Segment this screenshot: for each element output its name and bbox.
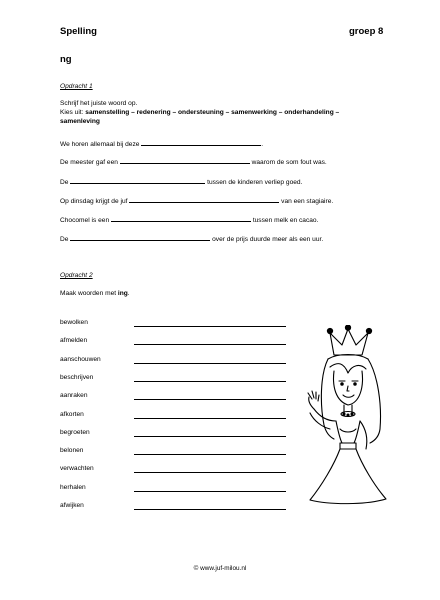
answer-blank[interactable] <box>129 196 279 203</box>
word-item: beschrijven <box>60 373 94 381</box>
exercise-2-title: Opdracht 2 <box>60 272 93 279</box>
sentence-6 <box>60 234 323 243</box>
sentence-text: over de prijs duurde meer als een uur. <box>212 236 324 243</box>
sentence-text: De meester gaf een <box>60 159 118 166</box>
word-choices-line-2: samenleving <box>60 118 100 125</box>
answer-line[interactable] <box>134 344 286 345</box>
word-item: begroeten <box>60 428 90 436</box>
answer-line[interactable] <box>134 491 286 492</box>
word-item: herhalen <box>60 483 86 491</box>
word-choices-line-1 <box>60 109 339 117</box>
answer-line[interactable] <box>134 472 286 473</box>
word-item: aanschouwen <box>60 355 101 363</box>
topic-label: ng <box>60 54 72 65</box>
choice-words: samenstelling – redenering – ondersteuning – samenwerking – onderhandeling – <box>85 109 340 116</box>
sentence-text: van een stagiaire. <box>281 198 334 205</box>
sentence-text: waarom de som fout was. <box>251 159 327 166</box>
word-item: afwijken <box>60 502 84 509</box>
word-item: bewolken <box>60 319 88 326</box>
choose-prefix: Kies uit: <box>60 109 86 116</box>
sentence-text: Chocomel is een <box>60 217 110 224</box>
sentence-text: De <box>60 179 69 186</box>
copyright-footer: © www.juf-milou.nl <box>193 565 247 572</box>
instruction-text: Maak woorden met <box>60 290 118 297</box>
exercise-2-instruction <box>60 290 130 298</box>
word-item: afmelden <box>60 337 88 345</box>
sentence-1 <box>60 139 263 148</box>
instruction-text: . <box>127 290 130 297</box>
answer-line[interactable] <box>134 381 286 382</box>
subject-title: Spelling <box>60 26 97 37</box>
answer-blank[interactable] <box>111 215 251 222</box>
sentence-5 <box>60 215 318 224</box>
sentence-text: Op dinsdag krijgt de juf <box>60 198 128 205</box>
sentence-text: tussen melk en cacao. <box>252 217 319 224</box>
answer-blank[interactable] <box>70 177 205 184</box>
exercise-1-instruction: Schrijf het juiste woord op. <box>60 100 138 107</box>
sentence-2 <box>60 157 327 166</box>
answer-blank[interactable] <box>141 139 264 148</box>
answer-blank[interactable] <box>70 234 210 241</box>
word-item: afkorten <box>60 410 84 418</box>
instruction-bold: ing <box>117 290 128 297</box>
word-item: verwachten <box>60 465 94 473</box>
answer-line[interactable] <box>134 454 286 455</box>
answer-line[interactable] <box>134 509 286 510</box>
exercise-1-title: Opdracht 1 <box>60 83 93 90</box>
sentence-text: We horen allemaal bij deze <box>60 141 140 148</box>
princess-drawing-icon <box>290 325 430 525</box>
grade-label: groep 8 <box>349 26 384 37</box>
answer-line[interactable] <box>134 418 286 419</box>
sentence-text: De <box>60 236 69 243</box>
answer-blank[interactable] <box>120 157 250 164</box>
answer-line[interactable] <box>134 326 286 327</box>
sentence-4 <box>60 196 333 205</box>
answer-line[interactable] <box>134 436 286 437</box>
sentence-text: . <box>261 141 264 148</box>
word-item: aanraken <box>60 392 88 400</box>
word-item: belonen <box>60 447 84 455</box>
answer-line[interactable] <box>134 363 286 364</box>
answer-line[interactable] <box>134 399 286 400</box>
sentence-text: tussen de kinderen verliep goed. <box>207 179 303 186</box>
sentence-3 <box>60 177 302 186</box>
